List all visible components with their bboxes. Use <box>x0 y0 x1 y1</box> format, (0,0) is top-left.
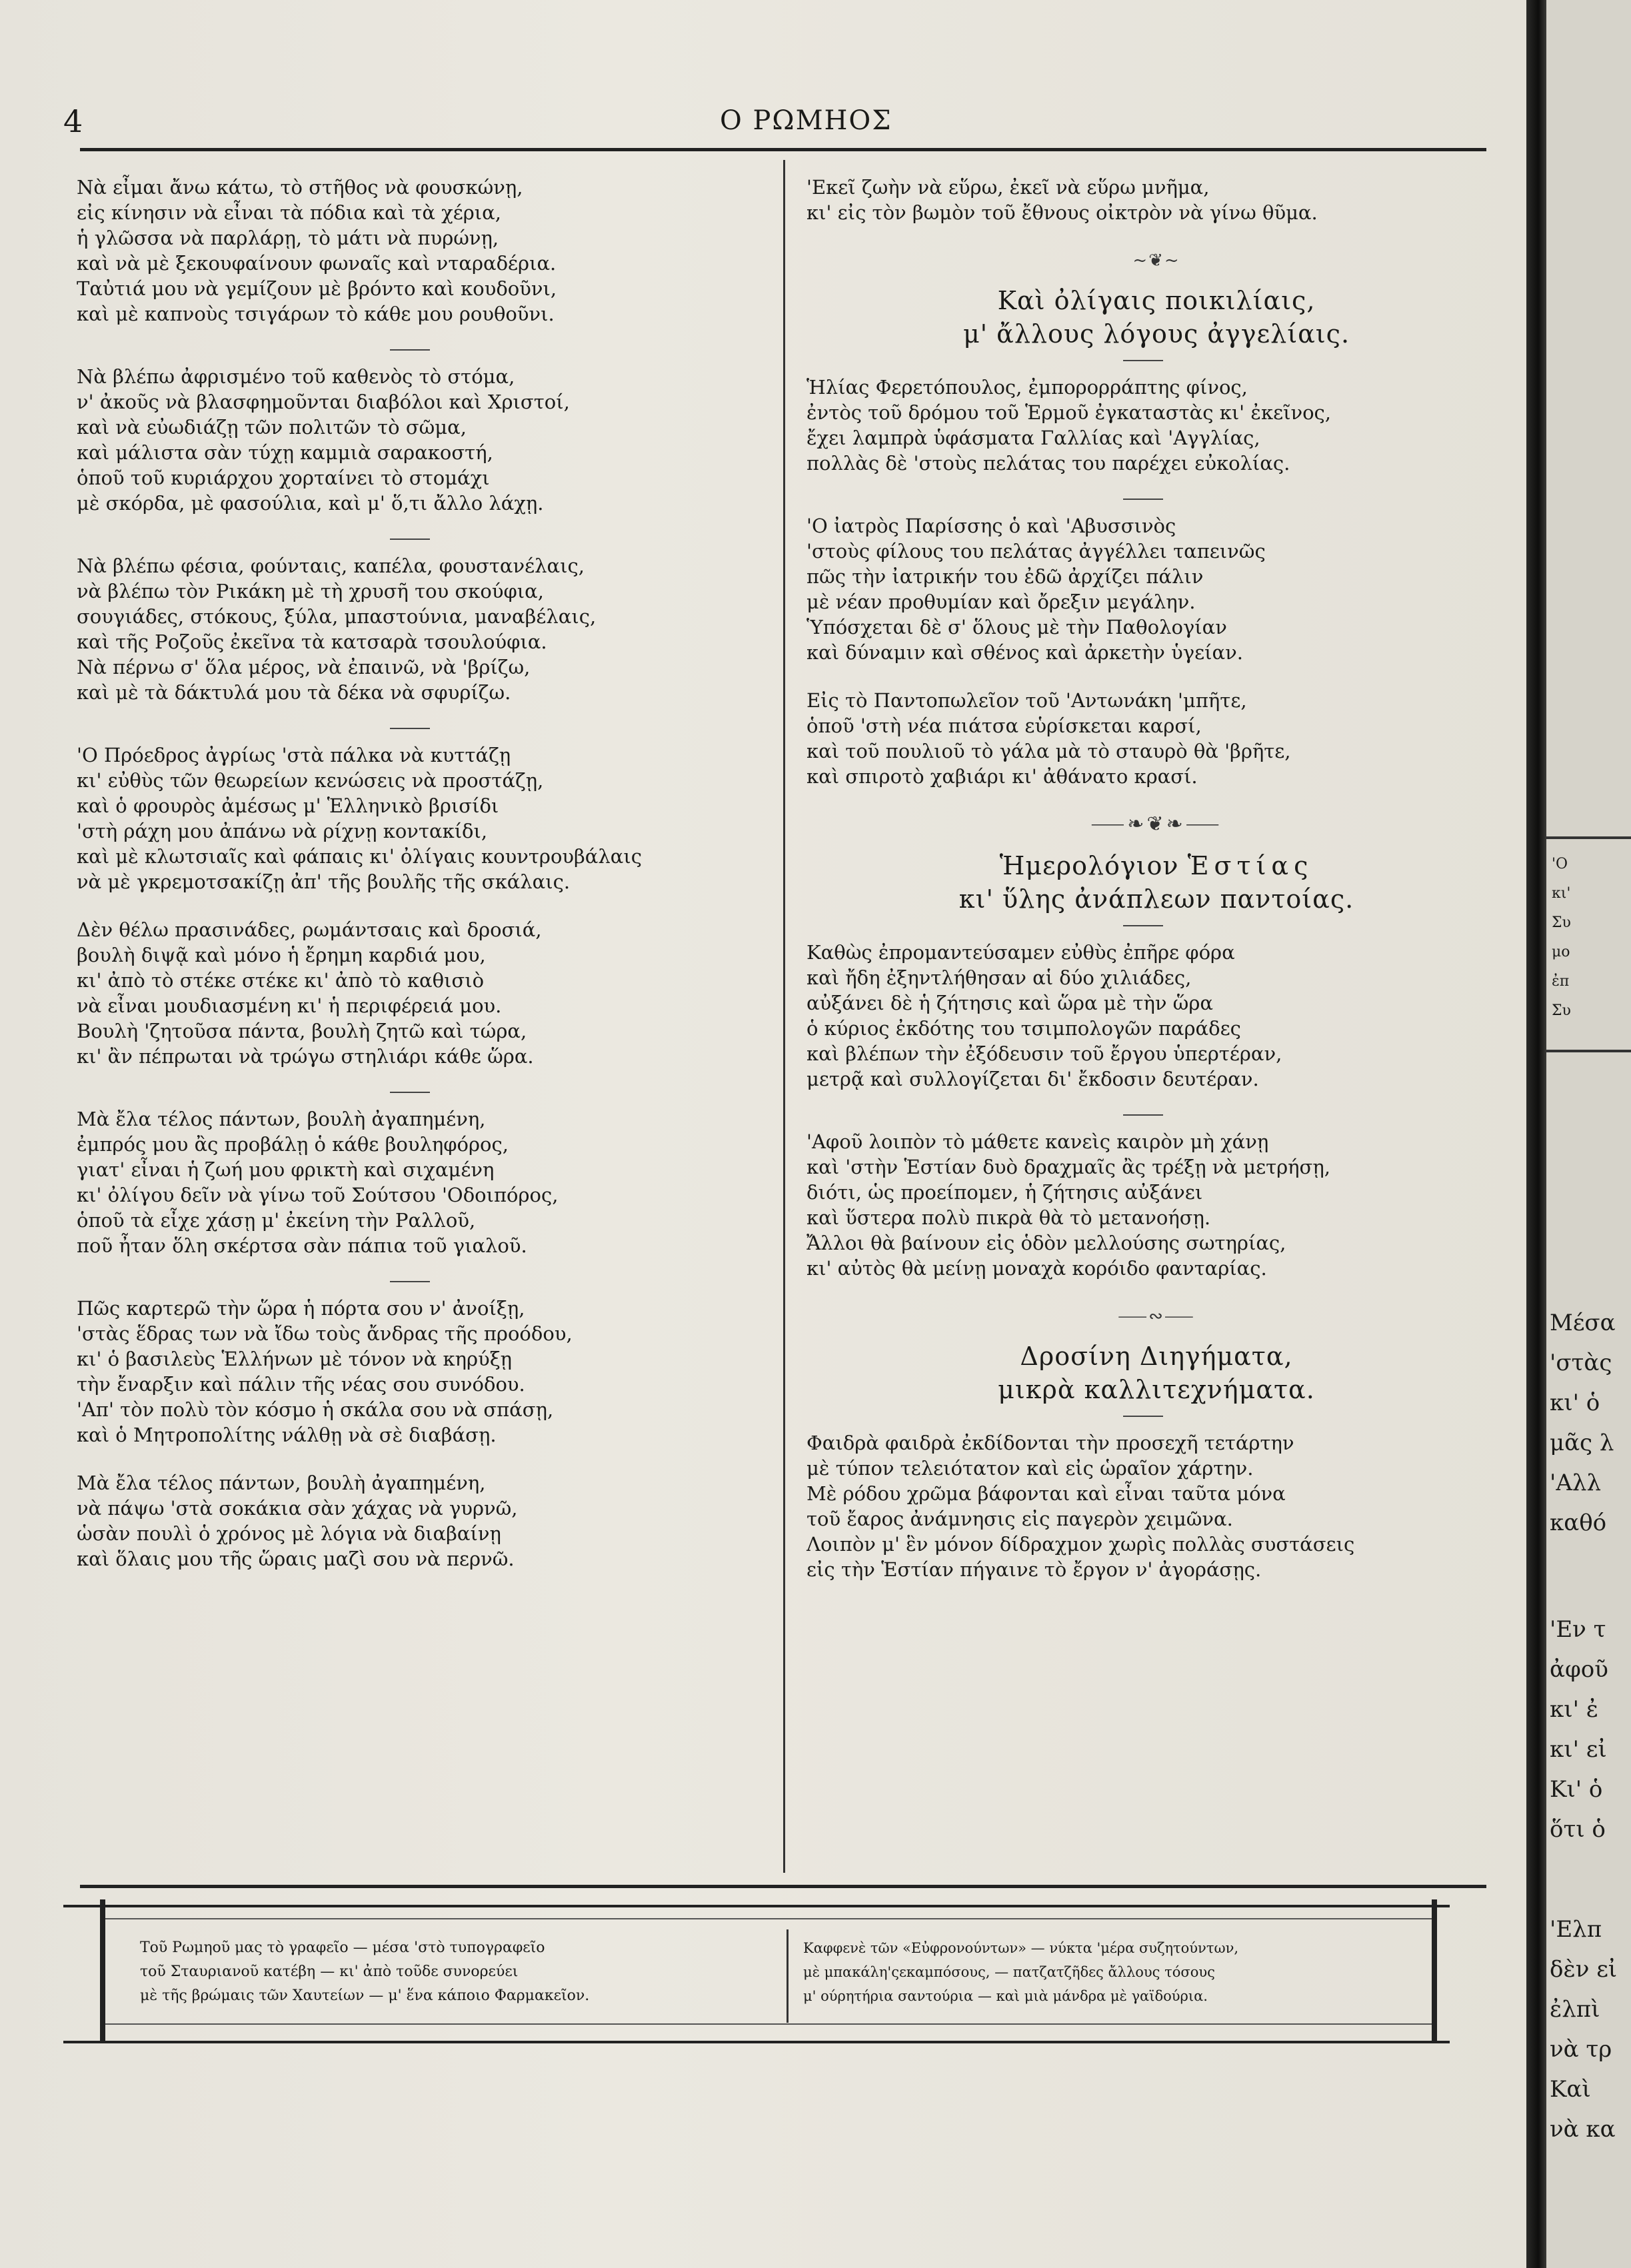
bottom-rule <box>80 1885 1486 1888</box>
ad-line: ὁποῦ 'στὴ νέα πιάτσα εὑρίσκεται καρσί, <box>807 714 1202 737</box>
ad-line: μὲ τύπον τελειότατον καὶ εἰς ὡραῖον χάρτην. <box>807 1457 1254 1480</box>
poem-line: σουγιάδες, στόκους, ξύλα, μπαστούνια, μαναβέλαις, <box>77 605 597 628</box>
poem-line: νὰ εἶναι μουδιασμένη κι' ἡ περιφέρειά μου. <box>77 994 502 1017</box>
poem-line: καὶ νὰ εὐωδιάζῃ τῶν πολιτῶν τὸ σῶμα, <box>77 416 467 439</box>
almanac-stanza <box>807 940 1506 1092</box>
poem-line: 'Εκεῖ ζωὴν νὰ εὕρω, ἐκεῖ νὰ εὕρω μνῆμα, <box>807 176 1210 199</box>
fragment-line: 'Αλλ <box>1550 1470 1601 1496</box>
short-rule <box>390 349 430 351</box>
poem-line: κι' ὀλίγου δεῖν νὰ γίνω τοῦ Σούτσου 'Οδοιπόρος, <box>77 1184 559 1206</box>
fragment-line: Κι' ὁ <box>1550 1776 1603 1803</box>
fragment-line: 'στὰς <box>1550 1350 1612 1376</box>
poem-line: καὶ τῆς Ροζοῦς ἐκεῖνα τὰ κατσαρὰ τσουλούφια. <box>77 630 547 653</box>
box-right-bar <box>1432 1899 1437 2043</box>
advertisement <box>807 513 1506 665</box>
ad-line: καὶ τοῦ πουλιοῦ τὸ γάλα μὰ τὸ σταυρὸ θὰ 'βρῆτε, <box>807 740 1291 762</box>
poem-line: καὶ ὅλαις μου τῆς ὥραις μαζὶ σου νὰ περνῶ. <box>77 1548 515 1570</box>
ornament-divider: ~❦~ <box>1132 251 1180 271</box>
advertisements-group <box>807 375 1506 789</box>
poem-line: καὶ ὁ Μητροπολίτης νάλθῃ νὰ σὲ διαβάσῃ. <box>77 1424 497 1446</box>
poem-line: εἰς κίνησιν νὰ εἶναι τὰ πόδια καὶ τὰ χέρια, <box>77 201 501 224</box>
poem-line: Νὰ πέρνω σ' ὅλα μέρος, νὰ ἐπαινῶ, νὰ 'βρίζω, <box>77 656 531 678</box>
fragment-line: Μέσα <box>1550 1310 1616 1336</box>
fragment-line: Συ <box>1552 914 1571 931</box>
ad-line: κι' αὐτὸς θὰ μείνῃ μοναχὰ κορόιδο φανταρίας. <box>807 1257 1267 1280</box>
short-rule <box>1123 1114 1163 1116</box>
ad-line: καὶ ἤδη ἐξηντλήθησαν αἱ δύο χιλιάδες, <box>807 966 1192 989</box>
ad-line: καὶ 'στὴν Ἑστίαν δυὸ δραχμαῖς ἂς τρέξῃ νὰ μετρήσῃ, <box>807 1156 1330 1178</box>
ad-line: πῶς τὴν ἰατρικήν του ἐδῶ ἀρχίζει πάλιν <box>807 565 1204 588</box>
poem-line: ὁποῦ τοῦ κυριάρχου χορταίνει τὸ στομάχι <box>77 467 490 489</box>
poem-line: γιατ' εἶναι ἡ ζωή μου φρικτὴ καὶ σιχαμένη <box>77 1158 495 1181</box>
box-line: μὲ μπακάλη'ςεκαμπόσους, — πατζατζῆδες ἄλλους τόσους <box>803 1964 1215 1980</box>
ad-line: ὁ κύριος ἐκδότης του τσιμπολογῶν παράδες <box>807 1017 1241 1040</box>
fragment-line: μο <box>1552 944 1570 960</box>
poem-line: Νὰ βλέπω ἀφρισμένο τοῦ καθενὸς τὸ στόμα, <box>77 365 515 388</box>
short-rule <box>1123 360 1163 361</box>
poem-stanza <box>77 742 770 894</box>
ad-line: μὲ νέαν προθυμίαν καὶ ὄρεξιν μεγάλην. <box>807 590 1196 613</box>
poem-line: Ταὐτιά μου νὰ γεμίζουν μὲ βρόντο καὶ κουδοῦνι, <box>77 277 557 300</box>
fragment-line: ἐλπὶ <box>1550 1996 1600 2023</box>
box-left-bar <box>100 1899 105 2043</box>
poem-line: νὰ μὲ γκρεμοτσακίζῃ ἀπ' τῆς βουλῆς τῆς σκάλαις. <box>77 870 571 893</box>
footer-box-right-notice <box>803 1936 1238 2008</box>
fragment-line: ἀφοῦ <box>1550 1656 1608 1683</box>
poem-line: Μὰ ἔλα τέλος πάντων, βουλὴ ἀγαπημένη, <box>77 1472 486 1494</box>
poem-line: κι' ἂν πέπρωται νὰ τρώγω στηλιάρι κάθε ὥρα. <box>77 1045 534 1068</box>
fragment-line: δὲν εἰ <box>1550 1956 1618 1983</box>
poem-line: βουλὴ διψᾷ καὶ μόνο ἡ ἔρημη καρδιά μου, <box>77 944 486 966</box>
masthead-title: Ο ΡΩΜΗΟΣ <box>720 105 892 136</box>
ad-line: Ἄλλοι θὰ βαίνουν εἰς ὁδὸν μελλούσης σωτηρίας, <box>807 1232 1286 1254</box>
poem-line: κι' ἀπὸ τὸ στέκε στέκε κι' ἀπὸ τὸ καθισιὸ <box>77 969 485 992</box>
poem-stanza <box>77 917 770 1069</box>
short-rule <box>390 728 430 729</box>
poem-stanza <box>77 175 770 327</box>
fragment-line: κι' <box>1552 885 1571 902</box>
intro-stanza <box>807 175 1506 225</box>
short-rule <box>1123 499 1163 500</box>
title-line: κι' ὕλης ἀνάπλεων παντοίας. <box>958 884 1354 914</box>
poem-line: ὁποῦ τὰ εἶχε χάσῃ μ' ἐκείνη τὴν Ραλλοῦ, <box>77 1209 476 1232</box>
adjacent-fragment <box>1550 1909 1617 2149</box>
adjacent-page-edge <box>1546 0 1631 2268</box>
title-prefix: Ἡμερολόγιον <box>999 851 1188 880</box>
binding-gutter <box>1526 0 1546 2268</box>
ad-line: καὶ δύναμιν καὶ σθένος καὶ ἀρκετὴν ὑγείαν. <box>807 641 1243 664</box>
stories-body <box>807 1430 1506 1582</box>
ad-line: Μὲ ρόδου χρῶμα βάφονται καὶ εἶναι ταῦτα μόνα <box>807 1482 1286 1505</box>
poem-line: ἡ γλῶσσα νὰ παρλάρῃ, τὸ μάτι νὰ πυρώνῃ, <box>77 227 499 249</box>
short-rule <box>390 1281 430 1282</box>
column-divider <box>783 160 785 1873</box>
adjacent-fragment <box>1552 850 1571 1026</box>
ad-line: 'Αφοῦ λοιπὸν τὸ μάθετε κανεὶς καιρὸν μὴ χάνῃ <box>807 1130 1269 1153</box>
box-line: Καφφενὲ τῶν «Εὐφρονούντων» — νύκτα 'μέρα συζητούντων, <box>803 1940 1239 1956</box>
adjacent-fragment <box>1550 1610 1608 1849</box>
advertisement <box>807 688 1506 789</box>
box-inner-rule <box>105 1918 1432 1919</box>
poem-line: ποῦ ἦταν ὅλη σκέρτσα σὰν πάπια τοῦ γιαλοῦ. <box>77 1234 527 1257</box>
poem-stanza <box>77 364 770 516</box>
fragment-line: καθό <box>1550 1510 1607 1536</box>
fragment-line: ἐπ <box>1552 973 1570 990</box>
poem-line: καὶ νὰ μὲ ξεκουφαίνουν φωναῖς καὶ νταραδέρια. <box>77 252 557 275</box>
ad-line: Ὑπόσχεται δὲ σ' ὅλους μὲ τὴν Παθολογίαν <box>807 616 1227 638</box>
poem-line: καὶ μὲ καπνοὺς τσιγάρων τὸ κάθε μου ρουθοῦνι. <box>77 303 555 325</box>
poem-line: 'στὴ ράχη μου ἀπάνω νὰ ρίχνῃ κοντακίδι, <box>77 820 488 842</box>
poem-line: καὶ μὲ τὰ δάκτυλά μου τὰ δέκα νὰ σφυρίζω. <box>77 681 511 704</box>
poem-line: κι' εὐθὺς τῶν θεωρείων κενώσεις νὰ προστάζῃ, <box>77 769 544 792</box>
title-line: Καὶ ὀλίγαις ποικιλίαις, <box>997 286 1316 315</box>
poem-line: ὡσὰν πουλὶ ὁ χρόνος μὲ λόγια νὰ διαβαίνῃ <box>77 1522 501 1545</box>
box-inner-rule <box>105 2023 1432 2025</box>
fragment-line: ὅτι ὁ <box>1550 1816 1606 1843</box>
ad-line: μετρᾷ καὶ συλλογίζεται δι' ἔκδοσιν δευτέραν. <box>807 1068 1259 1090</box>
title-spaced-word: Ἑστίας <box>1187 851 1314 880</box>
ad-line: 'στοὺς φίλους του πελάτας ἀγγέλλει ταπεινῶς <box>807 540 1266 563</box>
section-title-varieties <box>807 284 1506 351</box>
poem-line: Νὰ βλέπω φέσια, φούνταις, καπέλα, φουστανέλαις, <box>77 555 585 577</box>
header-rule <box>80 148 1486 151</box>
box-line: μ' ούρητήρια σαντούρια — καὶ μιὰ μάνδρα μὲ γαϊδούρια. <box>803 1988 1208 2004</box>
poem-stanza <box>77 1470 770 1572</box>
almanac-body <box>807 940 1506 1281</box>
poem-stanza <box>77 553 770 705</box>
fragment-line: κι' ὁ <box>1550 1390 1600 1416</box>
fragment-line: νὰ τρ <box>1550 2036 1612 2063</box>
poem-line: Δὲν θέλω πρασινάδες, ρωμάντσαις καὶ δροσιά, <box>77 918 542 941</box>
box-line: τοῦ Σταυριανοῦ κατέβη — κι' ἀπὸ τοῦδε συνορεύει <box>140 1963 519 1980</box>
footer-box-left-notice <box>140 1936 589 2008</box>
ornament-divider: ⸺∾⸺ <box>1118 1306 1195 1326</box>
fragment-line: Συ <box>1552 1002 1571 1019</box>
poem-line: νὰ βλέπω τὸν Ρικάκη μὲ τὴ χρυσῆ του σκούφια, <box>77 580 544 602</box>
short-rule <box>390 1092 430 1093</box>
adjacent-rule <box>1546 1050 1631 1052</box>
page-number: 4 <box>63 103 83 139</box>
fragment-line: 'Ελπ <box>1550 1916 1602 1943</box>
poem-line: καὶ μὲ κλωτσιαῖς καὶ φάπαις κι' ὀλίγαις κουντρουβάλαις <box>77 845 642 868</box>
ad-line: καὶ ὕστερα πολὺ πικρὰ θὰ τὸ μετανοήσῃ. <box>807 1206 1211 1229</box>
poem-line: 'Απ' τὸν πολὺ τὸν κόσμο ἡ σκάλα σου νὰ σπάσῃ, <box>77 1398 554 1421</box>
poem-line: καὶ ὁ φρουρὸς ἀμέσως μ' Ἑλληνικὸ βρισίδι <box>77 794 499 817</box>
ad-line: αὐξάνει δὲ ἡ ζήτησις καὶ ὥρα μὲ τὴν ὥρα <box>807 992 1213 1014</box>
adjacent-fragment <box>1550 1303 1616 1543</box>
poem-line: τὴν ἔναρξιν καὶ πάλιν τῆς νέας σου συνόδου. <box>77 1373 525 1396</box>
ad-line: καὶ βλέπων τὴν ἐξόδευσιν τοῦ ἔργου ὑπερτέραν, <box>807 1042 1282 1065</box>
ad-line: τοῦ ἔαρος ἀνάμνησις εἰς παγερὸν χειμῶνα. <box>807 1508 1233 1530</box>
fragment-line: κι' εἰ <box>1550 1736 1607 1763</box>
fragment-line: μᾶς λ <box>1550 1430 1614 1456</box>
box-line: μὲ τῆς βρώμαις τῶν Χαυτείων — μ' ἕνα κάποιο Φαρμακεῖον. <box>140 1987 590 2004</box>
short-rule <box>390 539 430 540</box>
ad-line: καὶ σπιροτὸ χαβιάρι κι' ἀθάνατο κρασί. <box>807 765 1198 788</box>
ad-line: Εἰς τὸ Παντοπωλεῖον τοῦ 'Αντωνάκη 'μπῆτε, <box>807 689 1247 712</box>
poem-stanza <box>77 1106 770 1258</box>
ad-line: πολλὰς δὲ 'στοὺς πελάτας του παρέχει εὐκολίας. <box>807 452 1290 475</box>
poem-line: ν' ἀκοῦς νὰ βλασφημοῦνται διαβόλοι καὶ Χριστοί, <box>77 391 570 413</box>
ornament-divider: ⸺❧❦❧⸺ <box>1090 812 1222 836</box>
ad-line: Λοιπὸν μ' ἓν μόνον δίδραχμον χωρὶς πολλὰς συστάσεις <box>807 1533 1355 1556</box>
short-rule <box>1123 925 1163 926</box>
title-line: μικρὰ καλλιτεχνήματα. <box>998 1375 1315 1404</box>
ad-line: Φαιδρὰ φαιδρὰ ἐκδίδονται τὴν προσεχῆ τετάρτην <box>807 1432 1294 1454</box>
ad-line: 'Ο ἰατρὸς Παρίσσης ὁ καὶ 'Αβυσσινὸς <box>807 515 1176 537</box>
fragment-line: Καὶ <box>1550 2076 1591 2103</box>
poem-line: ἐμπρός μου ἂς προβάλῃ ὁ κάθε βουληφόρος, <box>77 1133 509 1156</box>
poem-line: καὶ μάλιστα σὰν τύχῃ καμμιὰ σαρακοστή, <box>77 441 493 464</box>
poem-line: νὰ πάψω 'στὰ σοκάκια σὰν χάχας νὰ γυρνῶ, <box>77 1497 518 1520</box>
right-column <box>807 175 1506 1605</box>
poem-line: κι' ὁ βασιλεὺς Ἑλλήνων μὲ τόνον νὰ κηρύξῃ <box>77 1348 513 1370</box>
ad-line: Ἡλίας Φερετόπουλος, ἐμπορορράπτης φίνος, <box>807 376 1248 399</box>
poem-line: Μὰ ἔλα τέλος πάντων, βουλὴ ἀγαπημένη, <box>77 1108 486 1130</box>
box-line: Τοῦ Ρωμηοῦ μας τὸ γραφεῖο — μέσα 'στὸ τυπογραφεῖο <box>140 1939 545 1956</box>
short-rule <box>1123 1416 1163 1417</box>
section-title-stories <box>807 1340 1506 1406</box>
fragment-line: κι' ἐ <box>1550 1696 1598 1723</box>
title-line: Δροσίνη Διηγήματα, <box>1020 1342 1293 1371</box>
poem-line: μὲ σκόρδα, μὲ φασούλια, καὶ μ' ὅ,τι ἄλλο λάχῃ. <box>77 492 544 515</box>
poem-line: Πῶς καρτερῶ τὴν ὥρα ἡ πόρτα σου ν' ἀνοίξῃ, <box>77 1297 525 1320</box>
left-column <box>77 175 770 1594</box>
box-divider <box>787 1929 789 2023</box>
poem-stanza <box>77 1296 770 1448</box>
fragment-line: 'Ο <box>1552 856 1568 872</box>
ad-line: ἐντὸς τοῦ δρόμου τοῦ Ἑρμοῦ ἐγκαταστὰς κι' ἐκεῖνος, <box>807 401 1332 424</box>
fragment-line: 'Εν τ <box>1550 1616 1606 1643</box>
poem-line: Βουλὴ 'ζητοῦσα πάντα, βουλὴ ζητῶ καὶ τώρα, <box>77 1020 527 1042</box>
ad-line: ἔχει λαμπρὰ ὑφάσματα Γαλλίας καὶ 'Αγγλίας, <box>807 427 1260 449</box>
ad-line: διότι, ὡς προείπομεν, ἡ ζήτησις αὐξάνει <box>807 1181 1203 1204</box>
section-title-almanac <box>807 849 1506 916</box>
poem-line: Νὰ εἶμαι ἄνω κάτω, τὸ στῆθος νὰ φουσκώνῃ, <box>77 176 523 199</box>
poem-line: 'Ο Πρόεδρος ἀγρίως 'στὰ πάλκα νὰ κυττάζῃ <box>77 744 511 766</box>
almanac-stanza <box>807 1129 1506 1281</box>
poem-line: 'στὰς ἕδρας των νὰ ἴδω τοὺς ἄνδρας τῆς προόδου, <box>77 1322 573 1345</box>
adjacent-rule <box>1546 836 1631 839</box>
ad-line: Καθὼς ἐπρομαντεύσαμεν εὐθὺς ἐπῆρε φόρα <box>807 941 1235 964</box>
ad-line: εἰς τὴν Ἑστίαν πήγαινε τὸ ἔργον ν' ἀγοράσῃς. <box>807 1558 1262 1581</box>
title-line: μ' ἄλλους λόγους ἀγγελίαις. <box>962 319 1350 349</box>
poem-line: κι' εἰς τὸν βωμὸν τοῦ ἔθνους οἰκτρὸν νὰ γίνω θῦμα. <box>807 201 1318 224</box>
fragment-line: νὰ κα <box>1550 2116 1616 2143</box>
advertisement <box>807 375 1506 476</box>
